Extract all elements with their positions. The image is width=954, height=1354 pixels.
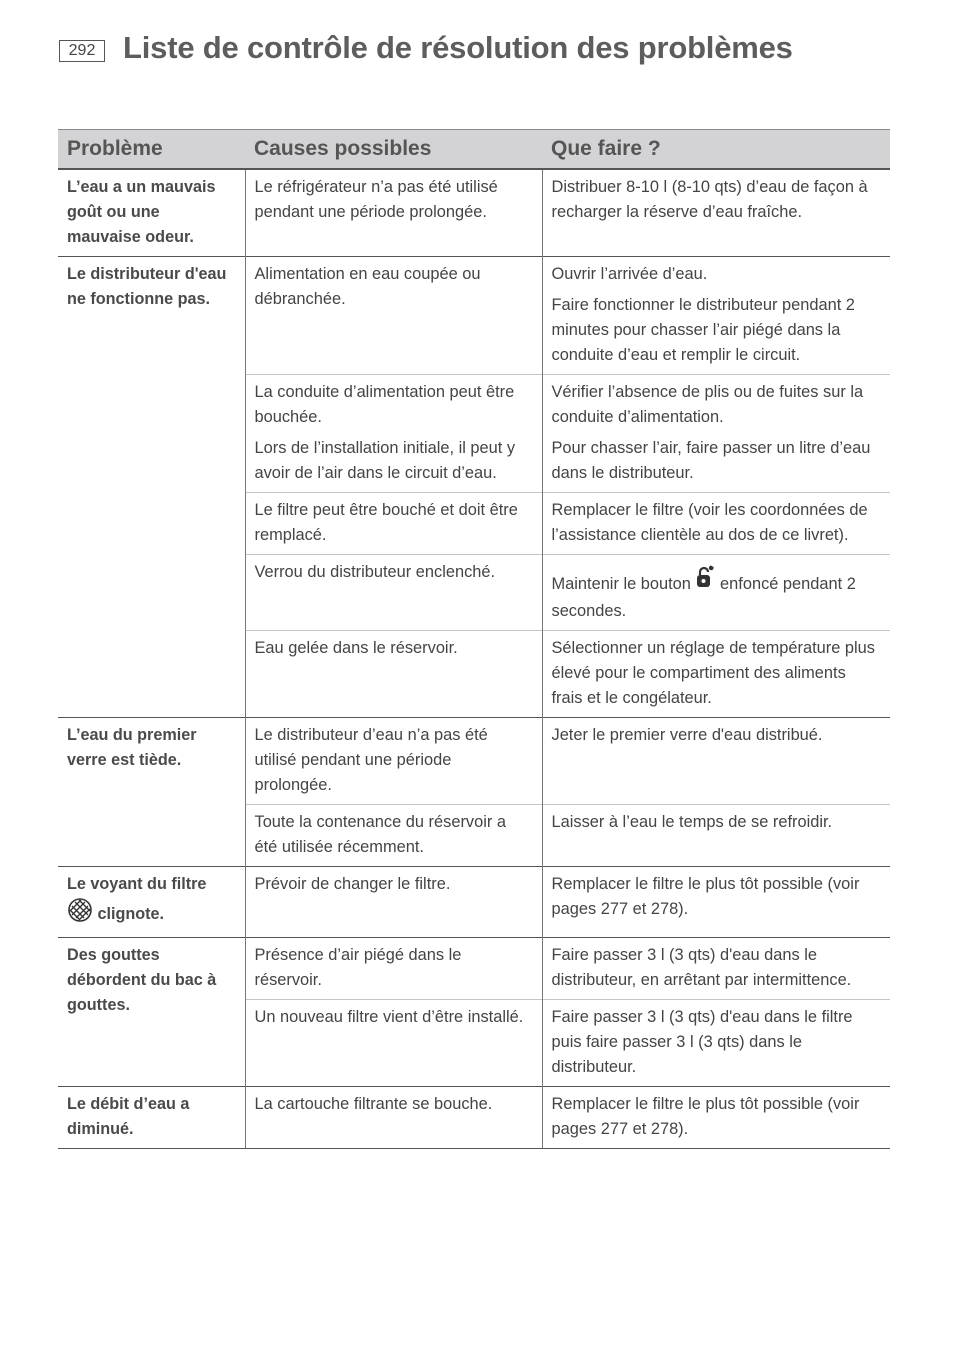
- table-row: [58, 257, 890, 375]
- cause-cell: [245, 805, 542, 867]
- action-text: Sélectionner un réglage de température plus élevé pour le compartiment des aliments frais et le congélateur.: [551, 639, 875, 707]
- table-row: [58, 718, 890, 805]
- lock-icon: [695, 563, 715, 599]
- cause-text: Le distributeur d’eau n’a pas été utilisé pendant une période prolongée.: [254, 726, 488, 794]
- header-problem: Problème: [58, 130, 245, 170]
- action-text: Faire passer 3 l (3 qts) d'eau dans le distributeur, en arrêtant par intermittence.: [551, 946, 852, 989]
- cause-text: Le filtre peut être bouché et doit être remplacé.: [254, 501, 518, 544]
- page-header: [59, 30, 793, 66]
- troubleshooting-table: [58, 129, 890, 1149]
- cause-text: Verrou du distributeur enclenché.: [254, 563, 496, 581]
- table-header-row: [58, 130, 890, 170]
- table-body: [58, 169, 890, 1149]
- cause-text: Lors de l’installation initiale, il peut y avoir de l’air dans le circuit d’eau.: [254, 439, 516, 482]
- action-cell: [542, 938, 890, 1000]
- action-text: Pour chasser l’air, faire passer un litre d’eau dans le distributeur.: [551, 439, 871, 482]
- cause-cell: [245, 257, 542, 375]
- header-causes: Causes possibles: [245, 130, 542, 170]
- cause-text: La conduite d’alimentation peut être bouchée.: [254, 383, 515, 426]
- problem-cell: Des gouttes débordent du bac à gouttes.: [58, 938, 245, 1087]
- action-cell: [542, 1000, 890, 1087]
- cause-text: Un nouveau filtre vient d’être installé.: [254, 1008, 524, 1026]
- page-number: 292: [59, 40, 105, 62]
- table-row: [58, 1087, 890, 1149]
- cause-cell: [245, 938, 542, 1000]
- table-row: [58, 867, 890, 938]
- problem-cell: L’eau a un mauvais goût ou une mauvaise odeur.: [58, 169, 245, 257]
- cause-cell: [245, 867, 542, 938]
- cause-text: Toute la contenance du réservoir a été utilisée récemment.: [254, 813, 506, 856]
- page-title: Liste de contrôle de résolution des problèmes: [123, 30, 793, 65]
- cause-cell: [245, 1000, 542, 1087]
- action-cell: [542, 375, 890, 493]
- action-text: Maintenir le bouton: [551, 575, 691, 593]
- action-cell: [542, 257, 890, 375]
- action-cell: [542, 867, 890, 938]
- action-text: Ouvrir l’arrivée d’eau.: [551, 265, 708, 283]
- action-cell: [542, 631, 890, 718]
- cause-cell: [245, 1087, 542, 1149]
- problem-cell: Le débit d’eau a diminué.: [58, 1087, 245, 1149]
- action-text: Jeter le premier verre d'eau distribué.: [551, 726, 823, 744]
- problem-cell: [58, 867, 245, 938]
- action-text: Remplacer le filtre le plus tôt possible (voir pages 277 et 278).: [551, 875, 860, 918]
- action-text: Laisser à l’eau le temps de se refroidir.: [551, 813, 833, 831]
- action-text: Remplacer le filtre (voir les coordonnées de l’assistance clientèle au dos de ce livret).: [551, 501, 868, 544]
- problem-text: Le voyant du filtre: [67, 875, 207, 893]
- cause-cell: [245, 555, 542, 631]
- action-cell: [542, 169, 890, 257]
- action-cell: [542, 805, 890, 867]
- table-row: [58, 938, 890, 1000]
- action-text: Remplacer le filtre le plus tôt possible (voir pages 277 et 278).: [551, 1095, 860, 1138]
- cause-text: Présence d’air piégé dans le réservoir.: [254, 946, 462, 989]
- problem-cell: L’eau du premier verre est tiède.: [58, 718, 245, 867]
- action-text: Faire passer 3 l (3 qts) d'eau dans le filtre puis faire passer 3 l (3 qts) dans le distributeur.: [551, 1008, 853, 1076]
- action-cell: [542, 555, 890, 631]
- action-cell: [542, 1087, 890, 1149]
- cause-cell: [245, 169, 542, 257]
- cause-cell: [245, 718, 542, 805]
- problem-cell: Le distributeur d'eau ne fonctionne pas.: [58, 257, 245, 718]
- action-text: Distribuer 8-10 l (8-10 qts) d’eau de façon à recharger la réserve d’eau fraîche.: [551, 178, 868, 221]
- action-text: Vérifier l’absence de plis ou de fuites sur la conduite d’alimentation.: [551, 383, 864, 426]
- problem-text: clignote.: [97, 905, 165, 923]
- action-cell: [542, 718, 890, 805]
- action-cell: [542, 493, 890, 555]
- header-action: Que faire ?: [542, 130, 890, 170]
- cause-text: Le réfrigérateur n’a pas été utilisé pendant une période prolongée.: [254, 178, 498, 221]
- cause-cell: [245, 631, 542, 718]
- table-row: [58, 169, 890, 257]
- cause-cell: [245, 493, 542, 555]
- action-text: enfoncé pendant 2 secondes.: [551, 575, 856, 620]
- cause-text: Eau gelée dans le réservoir.: [254, 639, 458, 657]
- filter-icon: [67, 897, 93, 931]
- cause-cell: [245, 375, 542, 493]
- cause-text: Alimentation en eau coupée ou débranchée.: [254, 265, 481, 308]
- action-text: Faire fonctionner le distributeur pendant 2 minutes pour chasser l’air piégé dans la conduite d’eau et remplir le circuit.: [551, 296, 855, 364]
- cause-text: Prévoir de changer le filtre.: [254, 875, 451, 893]
- cause-text: La cartouche filtrante se bouche.: [254, 1095, 493, 1113]
